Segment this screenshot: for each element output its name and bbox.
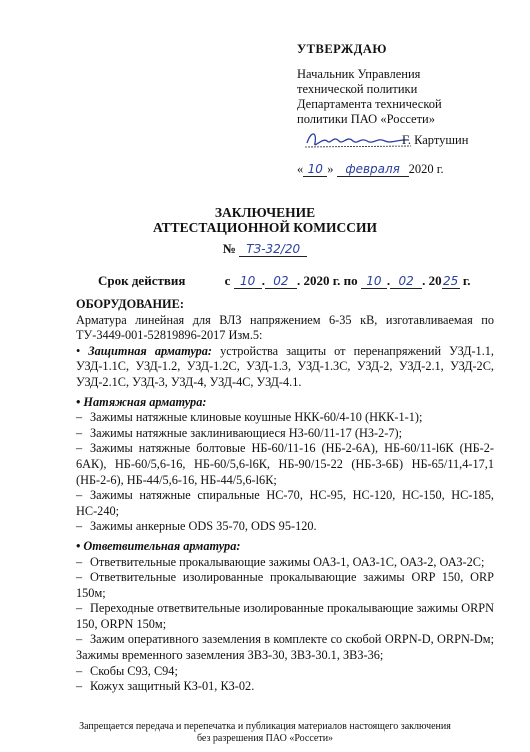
approval-date [297, 162, 444, 177]
bullet-icon: • [76, 538, 81, 553]
bullet-icon: • [76, 394, 81, 409]
equipment-description: Арматура линейная для ВЛЗ напряжением 6-35 кВ, изготавливаемая по ТУ-3449-001-52819896-2017 Изм.5: [76, 312, 494, 343]
doc-number-line [0, 241, 530, 257]
dash-icon: – [76, 554, 83, 569]
open-quote: « [297, 162, 304, 176]
approval-line: Начальник Управления [297, 67, 421, 81]
item-text: Зажимы натяжные болтовые НБ-60/11-16 (НБ-2-6А), НБ-60/11-l6К (НБ-2-6АК), НБ-60/5,6-16, НБ-60/5,6-l6К, НБ-90/15-22 (НБ-3-6Б) НБ-65/11,4-17,1 (НБ-2-6), НБ-44/5,6-16, НБ-44/5,6-l6К; [76, 441, 494, 487]
approval-heading: УТВЕРЖДАЮ [297, 42, 387, 56]
branch-section [76, 539, 494, 695]
branch-label: Ответвительная арматура: [83, 538, 241, 553]
approval-year: 2020 г. [408, 162, 444, 176]
protective-paragraph [76, 344, 494, 391]
item-text: Ответвительные прокалывающие зажимы ОАЗ-1, ОАЗ-1С, ОАЗ-2, ОАЗ-2С; [90, 554, 485, 569]
item-text: Зажимы анкерные ODS 35-70, ODS 95-120. [90, 519, 317, 534]
approval-line: Департамента технической [297, 97, 442, 111]
doc-number: ТЗ-32/20 [239, 242, 307, 257]
item-text: Зажимы натяжные заклинивающиеся НЗ-60/11-17 (НЗ-2-7); [90, 425, 403, 440]
protective-text: устройства защиты от перенапряжений УЗД-1.1, УЗД-1.1С, УЗД-1.2, УЗД-1.2С, УЗД-1.3, УЗД-1.3С, УЗД-2, УЗД-2.1, УЗД-2С, УЗД-2.1С, УЗД-3, УЗД-4, УЗД-4С, УЗД-4.1. [76, 343, 495, 389]
handwritten-signature [303, 127, 413, 153]
item-text: Скобы С93, С94; [90, 663, 178, 678]
dash-icon: – [76, 601, 83, 616]
tension-section [76, 395, 494, 535]
list-item [76, 570, 494, 601]
dash-icon: – [76, 663, 83, 678]
to-day: 10 [361, 274, 387, 289]
protective-label: Защитная арматура: [88, 343, 213, 358]
list-item [76, 410, 494, 426]
footer-notice [0, 721, 530, 745]
dash-icon: – [76, 410, 83, 425]
footer-line: Запрещается передача и перепечатка и публикация материалов настоящего заключения [79, 721, 451, 732]
dash-icon: – [76, 570, 83, 585]
approval-month: февраля [337, 162, 409, 177]
dash-icon: – [76, 519, 83, 534]
dash-icon: – [76, 425, 83, 440]
equipment-section [76, 297, 494, 695]
approval-block [297, 42, 512, 127]
from-day: 10 [234, 274, 262, 289]
list-item [76, 601, 494, 632]
item-text: Зажим оперативного заземления в комплекте со скобой ORPN-D, ORPN-Dм; Зажимы временного заземления ЗВЗ-30, ЗВЗ-30.1, ЗВЗ-36; [76, 632, 494, 663]
number-sign: № [222, 241, 236, 256]
list-item [76, 555, 494, 571]
item-text: Переходные ответвительные изолированные прокалывающие зажимы ORPN 150, ORPN 150м; [76, 601, 494, 631]
doc-subtitle: АТТЕСТАЦИОННОЙ КОМИССИИ [153, 220, 377, 235]
to-year-suffix: 25 [442, 274, 459, 288]
from-month: 02 [265, 274, 297, 289]
list-item [76, 664, 494, 680]
item-text: Зажимы натяжные клиновые коушные НКК-60/4-10 (НКК-1-1); [90, 410, 423, 425]
from-prefix: с [224, 273, 231, 288]
to-year-end: г. [459, 273, 471, 288]
list-item [76, 679, 494, 695]
doc-title: ЗАКЛЮЧЕНИЕ [214, 205, 316, 220]
validity-line: Срок действия с 10 . 02 . 2020 г. по 10 . 02 . 2025 г. [98, 273, 471, 288]
dash-icon: – [76, 679, 83, 694]
item-text: Ответвительные изолированные прокалывающие зажимы ORP 150, ORP 150м; [76, 570, 494, 600]
approval-line: технической политики [297, 82, 418, 96]
footer-line: без разрешения ПАО «Россети» [196, 733, 334, 744]
list-item [76, 441, 494, 488]
list-item [76, 488, 494, 519]
approval-day: 10 [303, 162, 327, 177]
list-item [76, 426, 494, 442]
to-year-prefix: . 20 [422, 273, 442, 288]
to-month: 02 [390, 274, 422, 289]
list-item [76, 519, 494, 535]
dash-icon: – [76, 632, 83, 647]
tension-label: Натяжная арматура: [83, 394, 207, 409]
dash-icon: – [76, 488, 83, 503]
equipment-heading: ОБОРУДОВАНИЕ: [76, 297, 184, 311]
dash-icon: – [76, 441, 83, 456]
from-year: . 2020 г. по [296, 273, 358, 288]
validity-label: Срок действия [98, 273, 186, 288]
item-text: Кожух защитный КЗ-01, КЗ-02. [90, 679, 255, 694]
tension-heading [76, 395, 494, 411]
item-text: Зажимы натяжные спиральные НС-70, НС-95, НС-120, НС-150, НС-185, НС-240; [76, 488, 494, 518]
approval-line: политики ПАО «Россети» [297, 112, 435, 126]
bullet-icon: • [76, 343, 81, 358]
signer-name: Г. Картушин [402, 133, 469, 147]
branch-heading [76, 539, 494, 555]
list-item [76, 632, 494, 663]
close-quote: » [327, 162, 334, 176]
